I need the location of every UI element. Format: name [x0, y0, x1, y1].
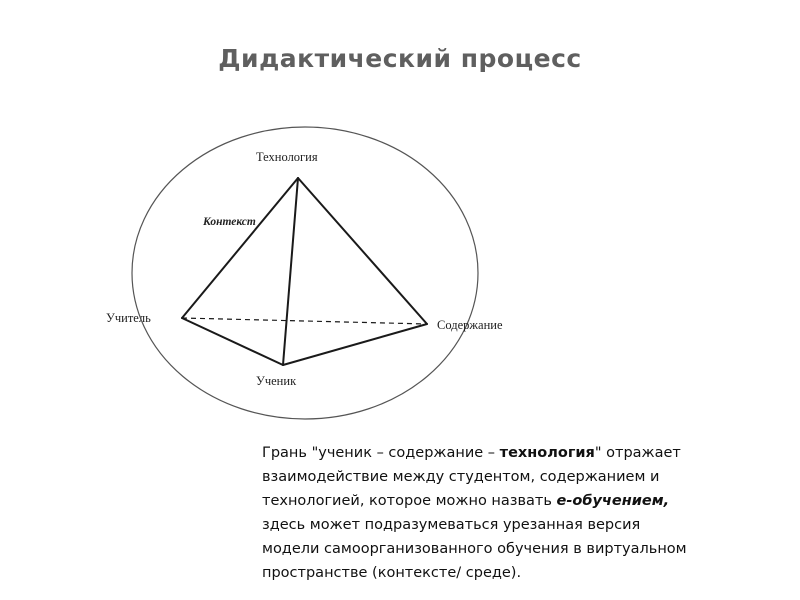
- context-label: Контекст: [203, 216, 256, 228]
- caption-line: модели самоорганизованного обучения в виртуальном: [262, 541, 687, 557]
- caption-line: взаимодействие между студентом, содержанием и: [262, 469, 660, 485]
- caption-line: [262, 489, 782, 513]
- caption-line: пространстве (контексте/ среде).: [262, 565, 522, 581]
- caption-fragment: " отражает: [594, 445, 681, 461]
- vertex-technology-label: Технология: [256, 150, 318, 164]
- edge-technology-student: [283, 178, 298, 365]
- vertex-student-label: Ученик: [256, 374, 297, 388]
- caption-emphasis: технология: [499, 445, 595, 461]
- slide-title: Дидактический процесс: [218, 44, 582, 73]
- caption-fragment: Грань "ученик – содержание –: [262, 445, 500, 461]
- caption-line: здесь может подразумеваться урезанная версия: [262, 517, 641, 533]
- edge-student-content: [283, 324, 427, 365]
- caption-emphasis: е-обучением,: [556, 493, 670, 509]
- edge-teacher-student: [182, 318, 283, 365]
- edge-teacher-content-hidden: [182, 318, 427, 324]
- caption-text: [262, 441, 782, 585]
- vertex-content-label: Содержание: [437, 318, 503, 332]
- edge-teacher-technology: [182, 178, 298, 318]
- caption-line: [262, 441, 782, 465]
- vertex-teacher-label: Учитель: [106, 311, 151, 325]
- context-circle: [132, 127, 478, 419]
- edge-technology-content: [298, 178, 427, 324]
- caption-fragment: технологией, которое можно назвать: [262, 493, 557, 509]
